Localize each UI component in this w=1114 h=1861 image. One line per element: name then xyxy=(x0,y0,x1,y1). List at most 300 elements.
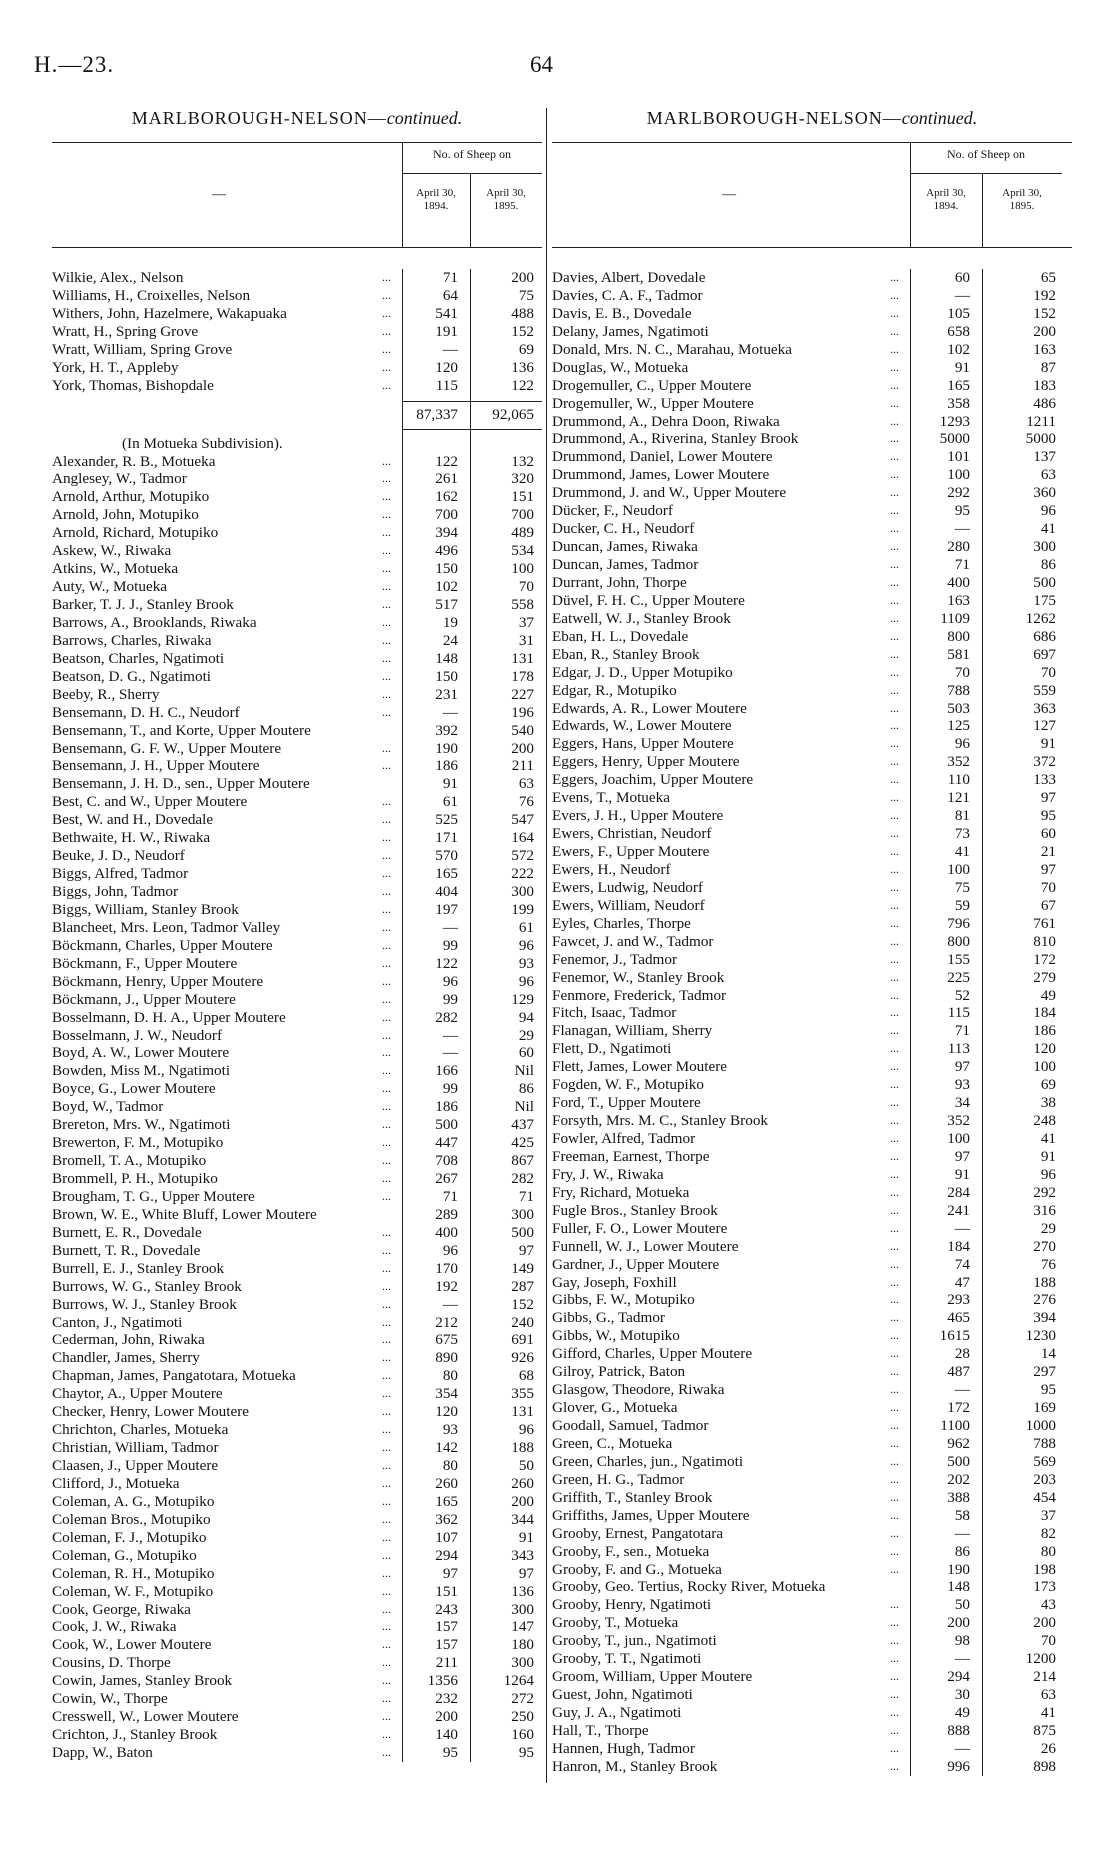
table-row xyxy=(552,1004,1072,1022)
owner-name: Coleman, A. G., Motupiko xyxy=(52,1492,215,1510)
table-row xyxy=(552,1686,1072,1704)
sheep-1895: 82 xyxy=(1040,1524,1056,1542)
leader-dots: ... xyxy=(890,1705,899,1719)
table-row xyxy=(552,484,1072,502)
sheep-1895: 38 xyxy=(1040,1094,1056,1112)
owner-name: Gifford, Charles, Upper Moutere xyxy=(552,1345,753,1363)
sheep-1895: 71 xyxy=(518,1187,534,1205)
sheep-1895: 320 xyxy=(511,470,534,488)
owner-name: Guy, J. A., Ngatimoti xyxy=(552,1704,682,1721)
table-row xyxy=(552,969,1072,987)
sheep-1894: 231 xyxy=(435,685,458,703)
sheep-1895: 93 xyxy=(518,954,534,972)
leader-dots: ... xyxy=(382,973,391,988)
sheep-1895: 547 xyxy=(511,811,534,829)
leader-dots: ... xyxy=(890,1758,899,1773)
leader-dots: ... xyxy=(890,808,899,823)
left-column-title: MARLBOROUGH-NELSON—continued. xyxy=(131,108,463,128)
sheep-1894: 394 xyxy=(435,524,458,542)
sheep-1895: 898 xyxy=(1033,1757,1056,1775)
owner-name: Fowler, Alfred, Tadmor xyxy=(552,1130,696,1147)
owner-name: Beuke, J. D., Neudorf xyxy=(52,847,185,865)
owner-name: Hanron, M., Stanley Brook xyxy=(552,1757,718,1775)
owner-name: Canton, J., Ngatimoti xyxy=(52,1313,183,1331)
leader-dots: ... xyxy=(890,1507,899,1522)
leader-dots: ... xyxy=(890,1310,899,1325)
sheep-1895: 61 xyxy=(518,918,534,936)
owner-name: Ewers, F., Upper Moutere xyxy=(552,843,710,860)
owner-name: Drogemuller, W., Upper Moutere xyxy=(552,394,754,412)
table-row xyxy=(52,1314,542,1332)
leader-dots: ... xyxy=(382,686,391,701)
table-row xyxy=(552,1614,1072,1632)
sheep-1894: 293 xyxy=(947,1291,970,1309)
sheep-1895: 68 xyxy=(518,1367,534,1385)
leader-dots: ... xyxy=(382,323,391,338)
sheep-1894: 496 xyxy=(435,542,458,560)
table-row xyxy=(52,488,542,506)
table-row xyxy=(52,1708,542,1726)
leader-dots: ... xyxy=(890,646,899,661)
sheep-1895: 198 xyxy=(1033,1560,1056,1578)
leader-dots: ... xyxy=(890,287,899,302)
table-row xyxy=(552,341,1072,359)
sheep-1894: 284 xyxy=(947,1183,970,1201)
leader-dots: ... xyxy=(890,1328,899,1343)
leader-dots: ... xyxy=(890,1220,899,1235)
table-row xyxy=(52,811,542,829)
leader-dots: ... xyxy=(890,1346,899,1361)
leader-dots: ... xyxy=(890,1005,899,1020)
name-column-header: — xyxy=(722,187,736,202)
left-column xyxy=(52,108,542,1762)
sheep-1895: 95 xyxy=(518,1744,534,1761)
sheep-1894: 172 xyxy=(947,1399,970,1417)
table-row xyxy=(52,1242,542,1260)
table-row xyxy=(52,1278,542,1296)
table-row xyxy=(552,1058,1072,1076)
leader-dots: ... xyxy=(890,664,899,679)
table-row xyxy=(552,395,1072,413)
table-row xyxy=(52,1188,542,1206)
leader-dots: ... xyxy=(890,1148,899,1163)
owner-name: Eatwell, W. J., Stanley Brook xyxy=(552,609,731,627)
owner-name: Eban, R., Stanley Brook xyxy=(552,645,700,663)
table-row xyxy=(52,937,542,955)
sheep-1895: 437 xyxy=(511,1116,534,1134)
sheep-1894: 91 xyxy=(954,358,970,376)
table-row xyxy=(52,1583,542,1601)
leader-dots: ... xyxy=(382,1511,391,1526)
subdivision-heading xyxy=(52,435,542,453)
table-row xyxy=(552,1578,1072,1596)
leader-dots: ... xyxy=(890,305,899,320)
sheep-1895: 63 xyxy=(1040,466,1056,484)
sheep-1894: — xyxy=(954,1381,970,1399)
sheep-1895: 136 xyxy=(511,358,534,376)
sheep-1894: 261 xyxy=(435,470,458,488)
table-row xyxy=(552,987,1072,1005)
leader-dots: ... xyxy=(382,1422,391,1437)
table-row xyxy=(552,1740,1072,1758)
sheep-1894: 74 xyxy=(954,1255,970,1273)
sheep-1895: 183 xyxy=(1033,376,1056,394)
sheep-1894: 120 xyxy=(435,1403,458,1421)
sheep-1894: 165 xyxy=(435,865,458,883)
leader-dots: ... xyxy=(890,557,899,571)
table-row xyxy=(52,305,542,323)
table-row xyxy=(52,1116,542,1134)
owner-name: Fenemor, J., Tadmor xyxy=(552,950,678,968)
owner-name: Griffiths, James, Upper Moutere xyxy=(552,1506,750,1524)
owner-name: Wratt, H., Spring Grove xyxy=(52,322,199,340)
owner-name: Ewers, Ludwig, Neudorf xyxy=(552,878,703,896)
owner-name: Edwards, A. R., Lower Moutere xyxy=(552,699,747,717)
leader-dots: ... xyxy=(382,1547,391,1562)
sheep-1894: 570 xyxy=(435,847,458,865)
leader-dots: ... xyxy=(890,1489,899,1504)
owner-name: Gardner, J., Upper Moutere xyxy=(552,1255,720,1273)
owner-name: York, H. T., Appleby xyxy=(52,358,179,376)
sheep-1895: 192 xyxy=(1033,286,1056,304)
leader-dots: ... xyxy=(382,453,391,468)
table-row xyxy=(552,1166,1072,1184)
sheep-1895: 70 xyxy=(518,578,534,596)
sheep-1895: 41 xyxy=(1040,520,1056,538)
sheep-1895: 70 xyxy=(1040,1632,1056,1650)
sheep-1895: 95 xyxy=(1040,1381,1056,1399)
sheep-1895: 270 xyxy=(1033,1237,1056,1255)
leader-dots: ... xyxy=(890,682,899,697)
table-row xyxy=(52,1601,542,1619)
table-row xyxy=(552,1453,1072,1471)
owner-name: Boyce, G., Lower Moutere xyxy=(52,1080,216,1098)
owner-name: Flett, James, Lower Moutere xyxy=(552,1058,728,1076)
owner-name: Brown, W. E., White Bluff, Lower Moutere xyxy=(52,1205,317,1223)
sheep-1895: Nil xyxy=(514,1098,534,1116)
table-row xyxy=(552,305,1072,323)
owner-name: Green, C., Motueka xyxy=(552,1434,673,1452)
owner-name: Gibbs, W., Motupiko xyxy=(552,1327,680,1345)
sheep-1895: 91 xyxy=(1040,735,1056,753)
sheep-1894: 121 xyxy=(947,789,970,807)
table-row xyxy=(52,1493,542,1511)
leader-dots: ... xyxy=(890,987,899,1002)
sheep-1895: 292 xyxy=(1033,1183,1056,1201)
owner-name: Gibbs, G., Tadmor xyxy=(552,1309,665,1327)
table-row xyxy=(552,377,1072,395)
owner-name: Ewers, William, Neudorf xyxy=(552,896,705,914)
table-row xyxy=(52,991,542,1009)
sheep-1894: 192 xyxy=(435,1277,458,1295)
table-row xyxy=(552,1309,1072,1327)
sheep-1895: 178 xyxy=(511,667,534,685)
sheep-1894: 500 xyxy=(435,1116,458,1134)
leader-dots: ... xyxy=(890,521,899,536)
sheep-1894: 191 xyxy=(435,322,458,340)
owner-name: Eggers, Hans, Upper Moutere xyxy=(552,735,734,753)
owner-name: Ducker, C. H., Neudorf xyxy=(552,520,695,538)
leader-dots: ... xyxy=(382,1242,391,1257)
leader-dots: ... xyxy=(382,287,391,302)
owner-name: Alexander, R. B., Motueka xyxy=(52,452,216,470)
leader-dots: ... xyxy=(382,1709,391,1724)
owner-name: Biggs, John, Tadmor xyxy=(52,883,179,900)
sheep-1895: 300 xyxy=(511,883,534,900)
sheep-1894: 294 xyxy=(435,1546,458,1564)
leader-dots: ... xyxy=(890,1113,899,1128)
sheep-1894: — xyxy=(442,703,458,721)
leader-dots: ... xyxy=(382,579,391,594)
leader-dots: ... xyxy=(890,754,899,769)
sheep-1895: 260 xyxy=(511,1474,534,1492)
sheep-1894: 99 xyxy=(442,1080,458,1098)
sheep-1895: 500 xyxy=(511,1223,534,1241)
leader-dots: ... xyxy=(890,1184,899,1199)
table-row xyxy=(552,1399,1072,1417)
sheep-1894: 102 xyxy=(435,578,458,596)
table-row xyxy=(52,614,542,632)
sheep-1895: 41 xyxy=(1040,1130,1056,1147)
sheep-1894: 1100 xyxy=(940,1417,970,1434)
sheep-1895: 282 xyxy=(511,1170,534,1187)
sheep-1894: 80 xyxy=(442,1457,458,1474)
sheep-1894: 140 xyxy=(435,1726,458,1744)
owner-name: Davis, E. B., Dovedale xyxy=(552,304,692,322)
owner-name: Drummond, A., Dehra Doon, Riwaka xyxy=(552,412,780,430)
leader-dots: ... xyxy=(382,884,391,898)
leader-dots: ... xyxy=(890,485,899,500)
owner-name: York, Thomas, Bishopdale xyxy=(52,376,214,394)
owner-name: Hannen, Hugh, Tadmor xyxy=(552,1739,695,1757)
owner-name: Eyles, Charles, Thorpe xyxy=(552,914,691,932)
table-row xyxy=(552,430,1072,448)
table-row xyxy=(552,1148,1072,1166)
sheep-1895: Nil xyxy=(514,1062,534,1080)
total-row xyxy=(52,395,542,435)
table-row xyxy=(552,1543,1072,1561)
owner-name: Bethwaite, H. W., Riwaka xyxy=(52,829,211,847)
owner-name: Bensemann, T., and Korte, Upper Moutere xyxy=(52,721,311,739)
owner-name: (In Motueka Subdivision). xyxy=(122,434,283,452)
sheep-1895: 1230 xyxy=(1025,1327,1056,1345)
leader-dots: ... xyxy=(382,1063,391,1078)
table-row xyxy=(52,1367,542,1385)
table-row xyxy=(52,955,542,973)
owner-name: Eban, H. L., Dovedale xyxy=(552,627,689,645)
sheep-1894: 292 xyxy=(947,484,970,502)
sheep-1895: 222 xyxy=(511,865,534,883)
sheep-1894: 400 xyxy=(435,1223,458,1241)
sheep-1894: 102 xyxy=(947,340,970,358)
sheep-1894: 294 xyxy=(947,1668,970,1686)
name-column-header: — xyxy=(212,187,226,202)
sheep-1894: 71 xyxy=(442,269,458,286)
owner-name: Burnett, E. R., Dovedale xyxy=(52,1223,202,1241)
sheep-1895: 122 xyxy=(511,376,534,394)
sheep-1894: 73 xyxy=(954,825,970,843)
owner-name: Coleman, F. J., Motupiko xyxy=(52,1528,207,1546)
sheep-1895: 152 xyxy=(511,322,534,340)
owner-name: Burrows, W. G., Stanley Brook xyxy=(52,1277,242,1295)
sheep-1895: 250 xyxy=(511,1708,534,1726)
page-number: 64 xyxy=(530,52,553,77)
right-column-title: MARLBOROUGH-NELSON—continued. xyxy=(646,108,978,128)
sheep-1895: 60 xyxy=(1040,825,1056,843)
sheep-1895: 91 xyxy=(518,1528,534,1546)
owner-name: Fawcet, J. and W., Tadmor xyxy=(552,932,714,950)
sheep-1894: 75 xyxy=(954,878,970,896)
table-row xyxy=(552,646,1072,664)
sheep-1894: 50 xyxy=(954,1596,970,1614)
leader-dots: ... xyxy=(890,1615,899,1630)
sheep-1894: 49 xyxy=(954,1704,970,1721)
leader-dots: ... xyxy=(890,1166,899,1181)
owner-name: Bosselmann, J. W., Neudorf xyxy=(52,1026,223,1044)
leader-dots: ... xyxy=(382,650,391,665)
owner-name: Cook, J. W., Riwaka xyxy=(52,1618,177,1636)
table-row xyxy=(552,538,1072,556)
table-row xyxy=(552,735,1072,753)
table-row xyxy=(52,1654,542,1672)
leader-dots: ... xyxy=(890,1418,899,1432)
table-row xyxy=(52,1331,542,1349)
owner-name: Douglas, W., Motueka xyxy=(552,358,689,376)
leader-dots: ... xyxy=(382,794,391,809)
leader-dots: ... xyxy=(382,1045,391,1060)
sheep-1895: 96 xyxy=(1040,502,1056,520)
owner-name: Dücker, F., Neudorf xyxy=(552,502,673,520)
sheep-1895: 344 xyxy=(511,1510,534,1528)
sheep-1894: 225 xyxy=(947,968,970,986)
sheep-1895: 287 xyxy=(511,1277,534,1295)
table-row xyxy=(552,1507,1072,1525)
leader-dots: ... xyxy=(382,1386,391,1401)
sheep-1894: 1109 xyxy=(940,609,970,627)
sheep-1894: 99 xyxy=(442,990,458,1008)
sheep-1894: — xyxy=(954,1524,970,1542)
sheep-1895: 63 xyxy=(518,775,534,793)
leader-dots: ... xyxy=(890,1077,899,1092)
sheep-1894: 517 xyxy=(435,596,458,613)
owner-name: Barrows, Charles, Riwaka xyxy=(52,631,212,649)
owner-name: Chaytor, A., Upper Moutere xyxy=(52,1385,223,1403)
leader-dots: ... xyxy=(382,1583,391,1598)
sheep-1894: 93 xyxy=(954,1076,970,1094)
sheep-1895: 196 xyxy=(511,703,534,721)
owner-name: Best, C. and W., Upper Moutere xyxy=(52,793,248,811)
col-1894-header: April 30, 1894. xyxy=(416,187,456,212)
sheep-1894: 148 xyxy=(947,1578,970,1596)
sheep-1894: 28 xyxy=(954,1345,970,1363)
sheep-1894: 96 xyxy=(954,735,970,753)
owner-name: Groom, William, Upper Moutere xyxy=(552,1668,753,1686)
sheep-1895: 454 xyxy=(1033,1488,1056,1506)
sheep-1895: 279 xyxy=(1033,968,1056,986)
sheep-1894: 30 xyxy=(954,1686,970,1704)
sheep-1895: 316 xyxy=(1033,1201,1056,1219)
sum-rule-top xyxy=(402,401,542,402)
sheep-1894: 100 xyxy=(947,466,970,484)
sheep-1894: 487 xyxy=(947,1363,970,1381)
owner-name: Evers, J. H., Upper Moutere xyxy=(552,807,724,825)
owner-name: Christian, William, Tadmor xyxy=(52,1439,219,1457)
leader-dots: ... xyxy=(890,844,899,858)
sheep-1895: 700 xyxy=(511,506,534,524)
table-row xyxy=(52,883,542,901)
sheep-1895: 867 xyxy=(511,1152,534,1170)
right-table-body xyxy=(552,269,1072,1776)
owner-name: Claasen, J., Upper Moutere xyxy=(52,1457,219,1474)
sheep-1895: 163 xyxy=(1033,340,1056,358)
sheep-1895: 200 xyxy=(511,269,534,286)
owner-name: Chapman, James, Pangatotara, Motueka xyxy=(52,1367,296,1385)
owner-name: Glover, G., Motueka xyxy=(552,1399,678,1417)
sheep-1894: 166 xyxy=(435,1062,458,1080)
sheep-1894: 101 xyxy=(947,448,970,466)
sheep-1895: 96 xyxy=(518,972,534,990)
owner-name: Fuller, F. O., Lower Moutere xyxy=(552,1219,728,1237)
right-column xyxy=(552,108,1072,1776)
leader-dots: ... xyxy=(890,718,899,733)
table-row xyxy=(52,1062,542,1080)
table-row xyxy=(52,524,542,542)
owner-name: Fry, Richard, Motueka xyxy=(552,1183,690,1201)
table-row xyxy=(52,1206,542,1224)
owner-name: Crichton, J., Stanley Brook xyxy=(52,1726,218,1744)
column-rule xyxy=(402,269,403,1762)
table-row xyxy=(552,1632,1072,1650)
report-code: H.—23. xyxy=(34,52,115,77)
sheep-1894: 150 xyxy=(435,560,458,578)
leader-dots: ... xyxy=(890,1364,899,1379)
leader-dots: ... xyxy=(382,1493,391,1508)
sheep-1895: 164 xyxy=(511,829,534,847)
sheep-1895: 355 xyxy=(511,1385,534,1403)
sheep-1895: 131 xyxy=(511,649,534,667)
sheep-1894: 541 xyxy=(435,304,458,322)
sheep-1894: 241 xyxy=(947,1201,970,1219)
leader-dots: ... xyxy=(890,1687,899,1702)
leader-dots: ... xyxy=(382,740,391,755)
table-row xyxy=(52,1690,542,1708)
table-row xyxy=(52,506,542,524)
sheep-1895: 248 xyxy=(1033,1112,1056,1130)
owner-name: Anglesey, W., Tadmor xyxy=(52,470,187,488)
sheep-1894: 122 xyxy=(435,954,458,972)
sheep-1895: 152 xyxy=(511,1295,534,1313)
leader-dots: ... xyxy=(890,1651,899,1666)
sheep-1895: 63 xyxy=(1040,1686,1056,1704)
owner-name: Biggs, Alfred, Tadmor xyxy=(52,865,189,883)
sheep-1895: 100 xyxy=(1033,1058,1056,1076)
owner-name: Beatson, D. G., Ngatimoti xyxy=(52,667,212,685)
table-row xyxy=(552,466,1072,484)
sheep-1894: 52 xyxy=(954,986,970,1004)
table-row xyxy=(52,359,542,377)
table-row xyxy=(552,628,1072,646)
table-row xyxy=(552,556,1072,574)
sheep-1894: 260 xyxy=(435,1474,458,1492)
col-1894-header: April 30, 1894. xyxy=(926,187,966,212)
sheep-1894: 81 xyxy=(954,807,970,825)
owner-name: Coleman, W. F., Motupiko xyxy=(52,1582,214,1600)
sheep-1895: 200 xyxy=(511,739,534,757)
sheep-1895: 26 xyxy=(1040,1739,1056,1757)
leader-dots: ... xyxy=(382,830,391,845)
leader-dots: ... xyxy=(382,1135,391,1150)
sheep-1895: 132 xyxy=(511,452,534,470)
